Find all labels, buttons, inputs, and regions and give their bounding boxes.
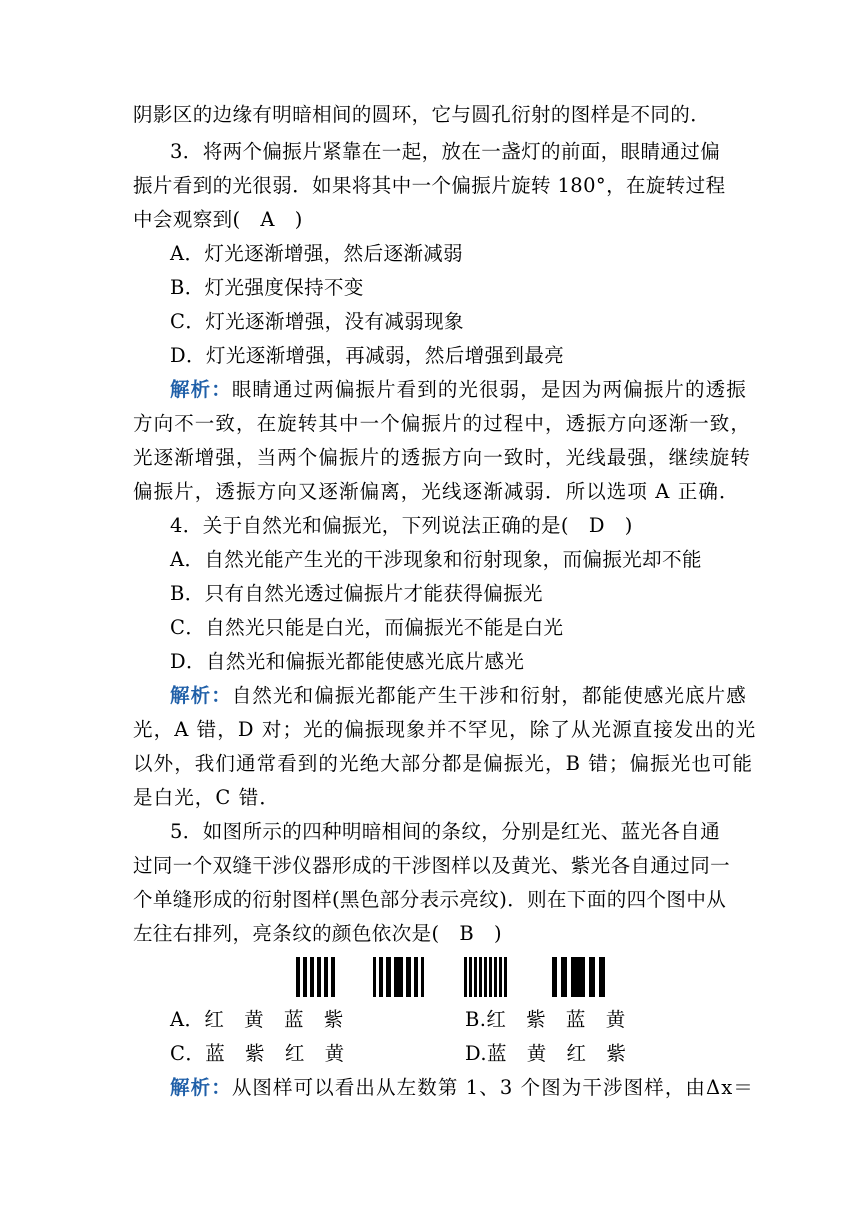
fringe-bar bbox=[324, 957, 328, 997]
analysis-line bbox=[170, 681, 770, 711]
text-line: 偏振片，透振方向又逐渐偏离，光线逐渐减弱．所以选项 A 正确． bbox=[133, 480, 740, 503]
fringe-bar bbox=[571, 957, 585, 997]
fringe-bar bbox=[406, 957, 411, 997]
fringe-bar bbox=[552, 957, 557, 997]
fringe-bar bbox=[373, 957, 376, 997]
option-c: C．蓝 紫 红 黄 bbox=[170, 1042, 345, 1065]
fringe-bar bbox=[386, 957, 391, 997]
option-c: C．灯光逐渐增强，没有减弱现象 bbox=[170, 310, 464, 333]
fringe-bar bbox=[489, 957, 492, 997]
text-line: 光逐渐增强，当两个偏振片的透振方向一致时，光线最强，继续旋转 bbox=[133, 446, 752, 469]
text-line: 中会观察到( A ) bbox=[133, 208, 303, 231]
fringe-bar bbox=[494, 957, 497, 997]
text-line: 是白光，C 错． bbox=[133, 786, 280, 809]
analysis-label: 解析： bbox=[170, 1076, 232, 1099]
fringe-bar bbox=[469, 957, 472, 997]
option-b: B.红 紫 蓝 黄 bbox=[465, 1008, 626, 1031]
option-b: B．灯光强度保持不变 bbox=[170, 276, 364, 299]
fringe-bar bbox=[310, 957, 314, 997]
fringe-bar bbox=[379, 957, 383, 997]
fringe-bar bbox=[484, 957, 487, 997]
fringe-bar bbox=[331, 957, 335, 997]
fringe-bar bbox=[599, 957, 605, 997]
fringe-bar bbox=[464, 957, 467, 997]
question-3-stem: 3．将两个偏振片紧靠在一起，放在一盏灯的前面，眼睛通过偏 bbox=[170, 140, 721, 163]
text-line: 以外，我们通常看到的光绝大部分都是偏振光，B 错；偏振光也可能 bbox=[133, 752, 754, 775]
analysis-label: 解析： bbox=[170, 684, 232, 707]
analysis-text: 从图样可以看出从左数第 1、3 个图为干涉图样，由Δx＝ bbox=[231, 1076, 754, 1099]
text-line: 个单缝形成的衍射图样(黑色部分表示亮纹)．则在下面的四个图中从 bbox=[133, 888, 727, 911]
fringe-bar bbox=[414, 957, 418, 997]
fringe-bar bbox=[561, 957, 567, 997]
fringe-bar bbox=[589, 957, 595, 997]
analysis-line bbox=[170, 375, 770, 405]
text-line: 方向不一致，在旋转其中一个偏振片的过程中，透振方向逐渐一致， bbox=[133, 412, 752, 435]
option-d: D.蓝 黄 红 紫 bbox=[465, 1042, 627, 1065]
fringe-patterns bbox=[0, 957, 860, 999]
text-line: 振片看到的光很弱．如果将其中一个偏振片旋转 180°，在旋转过程 bbox=[133, 174, 726, 197]
text-line: 光，A 错，D 对；光的偏振现象并不罕见，除了从光源直接发出的光 bbox=[133, 718, 757, 741]
fringe-figure-1 bbox=[296, 957, 338, 997]
analysis-text: 自然光和偏振光都能产生干涉和衍射，都能使感光底片感 bbox=[231, 684, 747, 707]
fringe-bar bbox=[394, 957, 403, 997]
option-d: D．灯光逐渐增强，再减弱，然后增强到最亮 bbox=[170, 344, 565, 367]
analysis-text: 眼睛通过两偏振片看到的光很弱，是因为两偏振片的透振 bbox=[231, 378, 747, 401]
option-d: D．自然光和偏振光都能使感光底片感光 bbox=[170, 650, 525, 673]
option-a: A．灯光逐渐增强，然后逐渐减弱 bbox=[170, 242, 464, 265]
fringe-bar bbox=[303, 957, 307, 997]
fringe-bar bbox=[504, 957, 507, 997]
option-b: B．只有自然光透过偏振片才能获得偏振光 bbox=[170, 582, 543, 605]
fringe-figure-3 bbox=[464, 957, 510, 997]
fringe-bar bbox=[421, 957, 424, 997]
text-line: 阴影区的边缘有明暗相间的圆环，它与圆孔衍射的图样是不同的． bbox=[133, 103, 711, 126]
option-a: A．红 黄 蓝 紫 bbox=[170, 1008, 344, 1031]
fringe-figure-2 bbox=[373, 957, 425, 997]
option-c: C．自然光只能是白光，而偏振光不能是白光 bbox=[170, 616, 564, 639]
fringe-bar bbox=[296, 957, 300, 997]
text-line: 左往右排列，亮条纹的颜色依次是( B ) bbox=[133, 922, 503, 945]
analysis-line bbox=[170, 1073, 770, 1103]
fringe-bar bbox=[317, 957, 321, 997]
question-5-stem: 5．如图所示的四种明暗相间的条纹，分别是红光、蓝光各自通 bbox=[170, 820, 721, 843]
fringe-bar bbox=[474, 957, 477, 997]
fringe-figure-4 bbox=[552, 957, 606, 997]
text-line: 过同一个双缝干涉仪器形成的干涉图样以及黄光、紫光各自通过同一 bbox=[133, 854, 731, 877]
fringe-bar bbox=[499, 957, 502, 997]
option-a: A．自然光能产生光的干涉现象和衍射现象，而偏振光却不能 bbox=[170, 548, 702, 571]
question-4-stem: 4．关于自然光和偏振光，下列说法正确的是( D ) bbox=[170, 514, 633, 537]
analysis-label: 解析： bbox=[170, 378, 232, 401]
fringe-bar bbox=[479, 957, 482, 997]
